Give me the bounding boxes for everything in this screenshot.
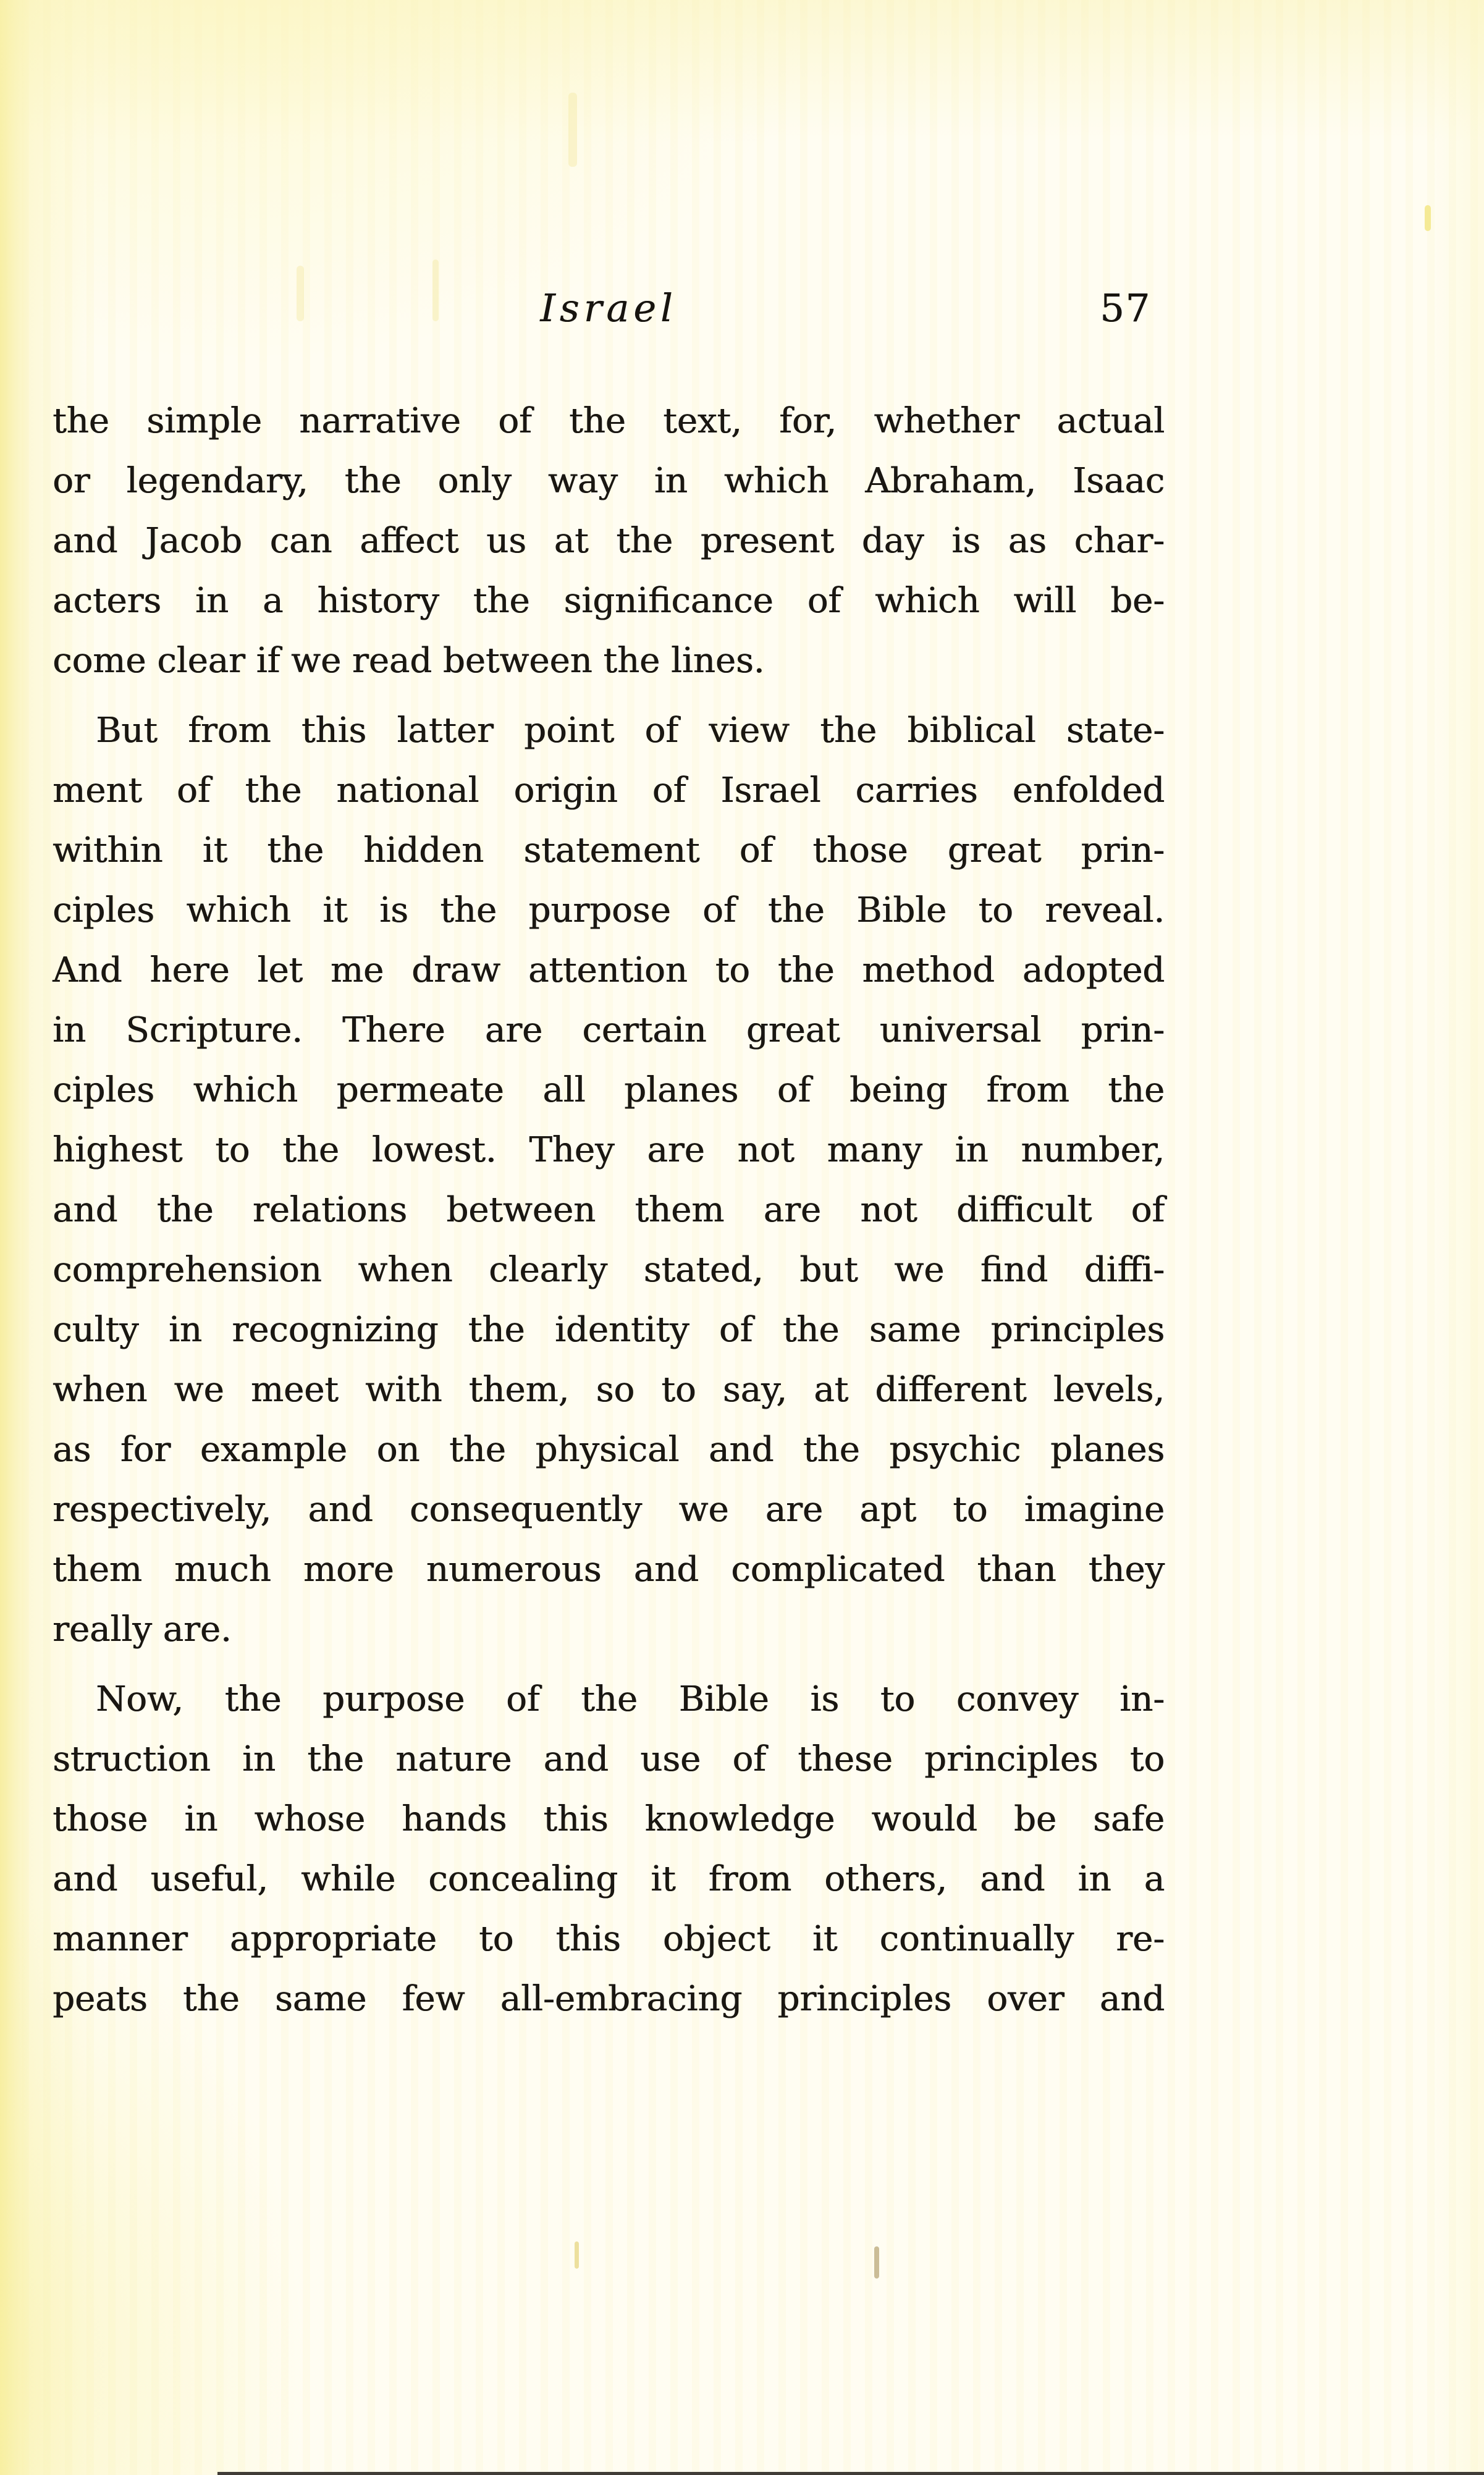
page-number: 57: [1100, 285, 1151, 331]
text-line: the simple narrative of the text, for, whether actual: [53, 401, 1165, 441]
scan-artifact-bottom-strip: [217, 2472, 1484, 2475]
body-text: [53, 391, 1165, 2029]
text-line: come clear if we read between the lines.: [53, 641, 765, 681]
text-line: culty in recognizing the identity of the same principles: [53, 1310, 1165, 1350]
text-line: ciples which permeate all planes of being from the: [53, 1070, 1165, 1110]
paragraph: [53, 701, 1165, 1659]
text-line: and useful, while concealing it from others, and in a: [53, 1859, 1165, 1899]
scan-artifact-streak: [568, 93, 577, 167]
scan-artifact-streak: [432, 259, 439, 321]
text-line: as for example on the physical and the psychic planes: [53, 1430, 1165, 1470]
paragraph: [53, 391, 1165, 691]
text-line: within it the hidden statement of those great prin-: [53, 830, 1165, 871]
text-line: manner appropriate to this object it continually re-: [53, 1919, 1165, 1959]
text-line: those in whose hands this knowledge would be safe: [53, 1799, 1165, 1839]
text-line: Now, the purpose of the Bible is to convey in-: [96, 1679, 1165, 1719]
scan-artifact-streak: [297, 266, 304, 321]
text-line: in Scripture. There are certain great universal prin-: [53, 1010, 1165, 1050]
text-line: really are.: [53, 1609, 232, 1650]
text-line: ment of the national origin of Israel carries enfolded: [53, 770, 1165, 811]
text-line: them much more numerous and complicated than they: [53, 1550, 1165, 1590]
scan-artifact-streak: [874, 2246, 879, 2279]
running-header: [53, 274, 1165, 343]
text-line: respectively, and consequently we are apt to imagine: [53, 1490, 1165, 1530]
text-line: struction in the nature and use of these principles to: [53, 1739, 1165, 1779]
text-line: highest to the lowest. They are not many in number,: [53, 1130, 1165, 1170]
text-line: when we meet with them, so to say, at different levels,: [53, 1370, 1165, 1410]
text-line: comprehension when clearly stated, but we find diffi-: [53, 1250, 1165, 1290]
text-line: acters in a history the significance of which will be-: [53, 581, 1165, 621]
scan-artifact-yellow-mark: [1425, 205, 1431, 231]
text-line: and Jacob can affect us at the present day is as char-: [53, 521, 1165, 561]
text-line: peats the same few all-embracing principles over and: [53, 1979, 1165, 2019]
text-line: or legendary, the only way in which Abraham, Isaac: [53, 461, 1165, 501]
text-line: and the relations between them are not difficult of: [53, 1190, 1165, 1230]
paragraph: [53, 1669, 1165, 2029]
scan-artifact-streak: [575, 2241, 579, 2269]
text-line: ciples which it is the purpose of the Bible to reveal.: [53, 890, 1165, 930]
text-line: And here let me draw attention to the method adopted: [53, 950, 1165, 990]
text-line: But from this latter point of view the biblical state-: [96, 710, 1165, 751]
page-header-title: Israel: [540, 285, 677, 331]
